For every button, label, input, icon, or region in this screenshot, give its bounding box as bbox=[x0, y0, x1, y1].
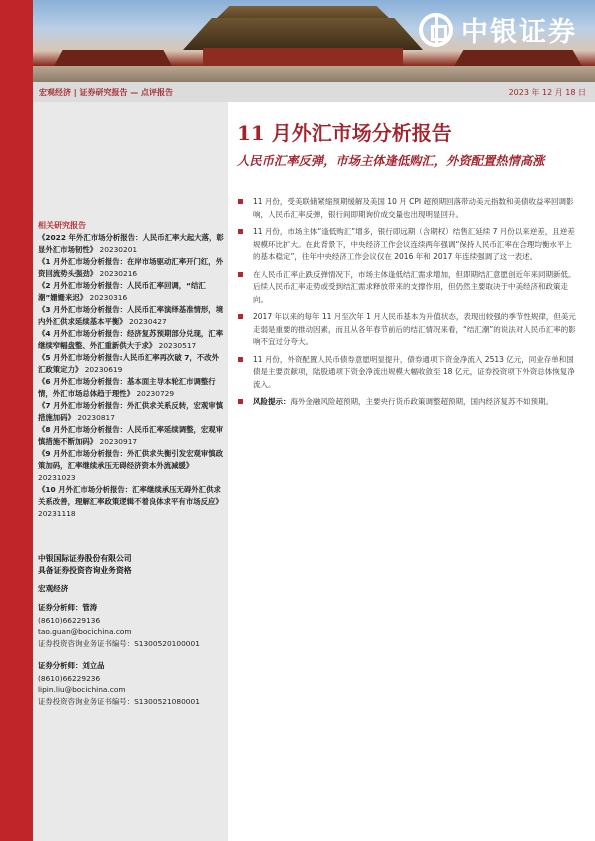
analyst-cert: 证券投资咨询业务证书编号：S1300520100001 bbox=[38, 638, 200, 648]
bullet-square-icon bbox=[238, 199, 243, 204]
related-report-date: 20230917 bbox=[97, 437, 138, 446]
related-report-item[interactable] bbox=[38, 400, 225, 424]
related-report-date: 20230427 bbox=[126, 317, 167, 326]
key-point-text: 11 月份，受美联储紧缩预期缓解及美国 10 月 CPI 超预期回落带动美元指数和美债收益率回调影响，人民币汇率反弹，银行间即期询价成交量也出现明显回升。 bbox=[253, 197, 574, 219]
report-category: 宏观经济 | 证券研究报告 — 点评报告 bbox=[39, 87, 174, 97]
related-report-title: 《10 月外汇市场分析报告：汇率继续承压无碍外汇供求关系改善，理解汇率政策逻辑不着良体求平有市场反应》 bbox=[38, 485, 223, 506]
analyst-block bbox=[38, 660, 225, 707]
bullet-square-icon bbox=[238, 314, 243, 319]
related-report-date: 20230316 bbox=[87, 293, 128, 302]
related-report-date: 20231023 bbox=[38, 473, 76, 482]
bullet-square-icon bbox=[238, 357, 243, 362]
related-report-title: 《2 月外汇市场分析报告：人民币汇率回调，“结汇潮”姗姗来迟》 bbox=[38, 281, 206, 302]
risk-warning-label: 风险提示： bbox=[253, 397, 291, 406]
company-name: 中银国际证券股份有限公司 bbox=[38, 554, 132, 563]
related-report-item[interactable] bbox=[38, 256, 225, 280]
report-subtitle: 人民币汇率反弹，市场主体逢低购汇，外资配置热情高涨 bbox=[237, 153, 545, 168]
related-report-date: 20230729 bbox=[134, 389, 175, 398]
related-report-item[interactable] bbox=[38, 424, 225, 448]
company-logo bbox=[419, 10, 577, 49]
related-report-item[interactable] bbox=[38, 304, 225, 328]
analyst-name: 证券分析师：刘立品 bbox=[38, 661, 105, 670]
analyst-email[interactable]: lipin.liu@bocichina.com bbox=[38, 685, 126, 694]
related-report-date: 20230517 bbox=[156, 341, 197, 350]
key-point-item bbox=[237, 196, 579, 221]
related-report-item[interactable] bbox=[38, 448, 225, 484]
related-report-item[interactable] bbox=[38, 352, 225, 376]
related-report-title: 《8 月外汇市场分析报告：人民币汇率延续调整，宏观审慎措施不断加码》 bbox=[38, 425, 224, 446]
related-report-title: 《5 月外汇市场分析报告:人民币汇率再次破 7，不改外汇政策定力》 bbox=[38, 353, 219, 374]
bullet-square-icon bbox=[238, 399, 243, 404]
report-info-bar bbox=[33, 82, 595, 102]
related-report-date: 20230216 bbox=[97, 269, 138, 278]
key-points-list bbox=[237, 196, 579, 414]
key-point-item bbox=[237, 396, 579, 409]
header-banner-image bbox=[33, 0, 595, 82]
report-title: 11 月外汇市场分析报告 bbox=[237, 121, 452, 145]
company-info bbox=[38, 553, 132, 577]
related-report-item[interactable] bbox=[38, 328, 225, 352]
key-point-text: 在人民币汇率止跌反弹情况下，市场主体逢低结汇需求增加，但即期结汇意愿创近年来同期新低。后续人民币汇率走势或受到结汇需求释放带来的支撑作用，但仍然主要取决于中美经济和政策走向。 bbox=[253, 269, 576, 304]
bullet-square-icon bbox=[238, 272, 243, 277]
palace-terrace bbox=[33, 66, 595, 82]
related-report-title: 《6 月外汇市场分析报告：基本面主导本轮汇市调整行情，外汇市场总体趋于理性》 bbox=[38, 377, 216, 398]
key-point-item bbox=[237, 269, 579, 307]
related-report-title: 《4 月外汇市场分析报告：经济复苏预期部分兑现，汇率继续窄幅盘整、外汇重新供大于求》 bbox=[38, 329, 224, 350]
key-point-text: 海外金融风险超预期，主要央行货币政策调整超预期，国内经济复苏不如预期。 bbox=[290, 397, 553, 406]
related-report-title: 《2022 年外汇市场分析报告：人民币汇率大起大落，彰显外汇市场韧性》 bbox=[38, 233, 224, 254]
related-report-item[interactable] bbox=[38, 484, 225, 520]
analyst-name: 证券分析师：管涛 bbox=[38, 603, 98, 612]
analyst-cert: 证券投资咨询业务证书编号：S1300521080001 bbox=[38, 696, 200, 706]
related-report-title: 《9 月外汇市场分析报告：外汇供求失衡引发宏观审慎政策加码，汇率继续承压无碍经济资本外流减缓》 bbox=[38, 449, 224, 470]
analyst-email[interactable]: tao.guan@bocichina.com bbox=[38, 627, 132, 636]
related-report-title: 《7 月外汇市场分析报告：外汇供求关系反转，宏观审慎措施加码》 bbox=[38, 401, 224, 422]
bullet-square-icon bbox=[238, 229, 243, 234]
key-point-text: 2017 年以来的每年 11 月至次年 1 月人民币基本为升值状态，表现出较强的季节性规律，但美元走弱是重要的推动因素，而且从各年春节前后的结汇情况来看，“结汇潮”的说法对人民币汇率的影响不宜过分夸大。 bbox=[253, 312, 576, 346]
bank-logo-icon bbox=[419, 13, 453, 47]
key-point-item bbox=[237, 226, 579, 264]
analyst-phone: (8610)66229236 bbox=[38, 673, 101, 683]
key-point-item bbox=[237, 354, 579, 392]
related-report-date: 20230619 bbox=[82, 365, 123, 374]
key-point-text: 11 月份，市场主体“逢低购汇”增多，银行即远期（含期权）结售汇延续 7 月份以来逆差，且逆差规模环比扩大。在此背景下，中央经济工作会议连续两年强调“保持人民币汇率在合理均衡水平上的基本稳定”，往年中央经济工作会议仅在 2016 年和 2017 年连续强调了这一表述。 bbox=[253, 227, 575, 261]
logo-text: 中银证券 bbox=[461, 17, 577, 48]
related-reports-heading: 相关研究报告 bbox=[38, 221, 86, 230]
related-report-item[interactable] bbox=[38, 232, 225, 256]
related-report-date: 20231118 bbox=[38, 509, 76, 518]
analyst-phone: (8610)66229136 bbox=[38, 615, 101, 625]
department: 宏观经济 bbox=[38, 584, 69, 593]
related-report-date: 20230817 bbox=[74, 413, 115, 422]
company-qualification: 具备证券投资咨询业务资格 bbox=[38, 566, 132, 575]
left-red-strip bbox=[0, 0, 33, 841]
related-report-item[interactable] bbox=[38, 280, 225, 304]
key-point-item bbox=[237, 311, 579, 349]
related-report-title: 《3 月外汇市场分析报告：人民币汇率演绎基准情形，境内外汇供求延续基本平衡》 bbox=[38, 305, 224, 326]
related-report-title: 《1 月外汇市场分析报告：在岸市场驱动汇率开门红，外资回流势头强劲》 bbox=[38, 257, 224, 278]
analyst-block bbox=[38, 602, 225, 649]
report-date: 2023 年 12 月 18 日 bbox=[508, 87, 586, 97]
related-report-item[interactable] bbox=[38, 376, 225, 400]
palace-roof bbox=[183, 18, 423, 50]
related-report-date: 20230201 bbox=[97, 245, 138, 254]
related-reports-list bbox=[38, 232, 225, 520]
key-point-text: 11 月份，外资配置人民币债券意愿明显提升，债券通项下资金净流入 2513 亿元，同业存单和国债是主要贡献项，陆股通项下资金净流出规模大幅收敛至 18 亿元，证券投资项下外资总体恢复净流入。 bbox=[253, 354, 575, 389]
